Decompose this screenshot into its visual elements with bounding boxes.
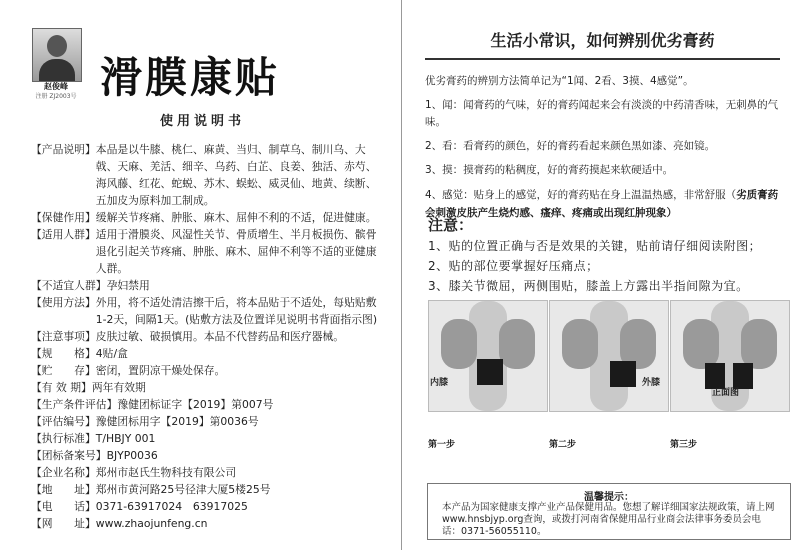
notice-list [428,236,788,296]
tip-item-warning: 劣质膏药会刺激皮肤产生烧灼感、瘙痒、疼痛或出现红肿现象） [425,189,779,219]
info-label: 【有 效 期】 [31,381,92,394]
info-row [31,345,383,362]
step-2-label: 第二步 [549,440,577,450]
manual-subtitle: 使用说明书 [160,114,246,129]
info-value: 郑州市黄河路25号径津大厦5楼25号 [95,483,271,496]
info-row [31,464,383,481]
tip-item: 1、闻：闻膏药的气味，好的膏药闻起来会有淡淡的中药清香味，无刺鼻的气味。 [425,99,779,128]
notice-title: 注意： [428,216,474,234]
step-1-illustration [428,300,548,412]
info-value: 缓解关节疼痛、肿胀、麻木、屈伸不利的不适，促进健康。 [95,211,377,224]
hand-shape [741,319,777,369]
plaster-patch [610,361,636,387]
info-label: 【评估编号】 [31,415,96,428]
plaster-patch [477,359,503,385]
info-value: www.zhaojunfeng.cn [95,517,208,530]
info-label: 【产品说明】 [31,143,96,156]
info-label: 【生产条件评估】 [31,398,118,411]
fold-divider [401,0,402,550]
warm-tip-title: 温馨提示： [584,492,634,503]
tips-title: 生活小常识，如何辨别优劣膏药 [490,31,715,50]
info-row [31,209,383,226]
info-label: 【规 格】 [31,347,96,360]
tip-item [425,186,787,222]
plaster-patch [705,363,725,389]
inner-knee-label: 内膝 [430,378,449,388]
tip-item-text: 4、感觉：贴身上的感觉，好的膏药贴在身上温温热感，非常舒服（ [425,189,737,201]
info-value: 孕妇禁用 [106,279,150,292]
info-label: 【保健作用】 [31,211,96,224]
founder-portrait [32,28,82,82]
info-value: 4贴/盒 [95,347,128,360]
info-row [31,226,383,277]
info-row [31,328,383,345]
info-row [31,430,383,447]
step-3-label: 第三步 [670,440,698,450]
info-row [31,141,383,209]
product-title: 滑膜康贴 [100,53,281,102]
info-value: 外用，将不适处清洁擦干后，将本品贴于不适处，每贴贴敷1-2天，间隔1天。(贴敷方法及位置详见说明书背面指示图) [95,296,378,326]
info-value: 皮肤过敏、破损慎用。本品不代替药品和医疗器械。 [95,330,345,343]
notice-item: 2、贴的部位要掌握好压痛点； [428,259,599,273]
info-row [31,277,383,294]
info-value: 密闭，置阴凉干燥处保存。 [95,364,226,377]
info-value: 0371-63917024 63917025 [95,500,248,513]
info-value: BJYP0036 [106,449,158,462]
info-label: 【贮 存】 [31,364,96,377]
info-row [31,362,383,379]
hand-shape [683,319,719,369]
info-label: 【执行标准】 [31,432,96,445]
founder-registration: 注册 ZJ2003号 [35,93,77,100]
notice-item: 1、贴的位置正确与否是效果的关键，贴前请仔细阅读附图； [428,239,762,253]
info-label: 【适用人群】 [31,228,96,241]
tips-intro: 优劣膏药的辨别方法简单记为“1闻、2看、3摸、4感觉”。 [425,75,694,87]
tip-item: 3、摸：摸膏药的粘稠度，好的膏药摸起来软硬适中。 [425,164,674,176]
info-label: 【不适宜人群】 [31,279,107,292]
info-row [31,396,383,413]
info-label: 【地 址】 [31,483,96,496]
info-value: T/HBJY 001 [95,432,156,445]
front-view-label: 正面图 [712,388,740,398]
info-row [31,498,383,515]
info-row [31,447,383,464]
info-value: 两年有效期 [91,381,146,394]
product-info-list [31,141,383,532]
info-label: 【企业名称】 [31,466,96,479]
warm-tip-box [427,483,791,540]
info-label: 【网 址】 [31,517,96,530]
step-1-label: 第一步 [428,440,456,450]
info-value: 适用于滑膜炎、风湿性关节、骨质增生、半月板损伤、髌骨退化引起关节疼痛、肿胀、麻木、屈伸不利等不适的亚健康人群。 [95,228,377,275]
info-label: 【电 话】 [31,500,96,513]
info-value: 豫健团标用字【2019】第0036号 [95,415,259,428]
founder-name: 赵俊峰 [44,82,68,91]
tip-item: 2、看：看膏药的颜色，好的膏药看起来颜色黑如漆、亮如镜。 [425,140,716,152]
outer-knee-label: 外膝 [642,378,661,388]
info-row [31,481,383,498]
info-value: 郑州市赵氏生物科技有限公司 [95,466,237,479]
portrait-body [39,59,75,81]
title-underline [425,58,780,60]
info-label: 【注意事项】 [31,330,96,343]
info-label: 【团标备案号】 [31,449,107,462]
warm-tip-body: 本产品为国家健康支撑产业产品保健用品。您想了解详细国家法规政策，请上网www.hnsbjyp.org查询，或拨打河南省保健用品行业商会法律事务委员会电话：0371-56055110。 [442,502,775,537]
hand-shape [562,319,598,369]
hand-shape [499,319,535,369]
plaster-patch [733,363,753,389]
info-label: 【使用方法】 [31,296,96,309]
info-value: 豫健团标证字【2019】第007号 [117,398,274,411]
info-row [31,515,383,532]
step-2-illustration [549,300,669,412]
identification-tips [425,73,787,229]
info-row [31,413,383,430]
info-value: 本品是以牛膝、桃仁、麻黄、当归、制草乌、制川乌、大戟、天麻、羌活、细辛、乌药、白芷、良姜、独活、赤芍、海风藤、红花、蛇蜕、苏木、蜈蚣、威灵仙、地黄、续断、五加皮为原料加工制成。 [95,143,377,207]
portrait-head [47,35,67,57]
hand-shape [441,319,477,369]
notice-item: 3、膝关节微屈，两侧围贴，膝盖上方露出半指间隙为宜。 [428,279,749,293]
info-row [31,294,383,328]
info-row [31,379,383,396]
